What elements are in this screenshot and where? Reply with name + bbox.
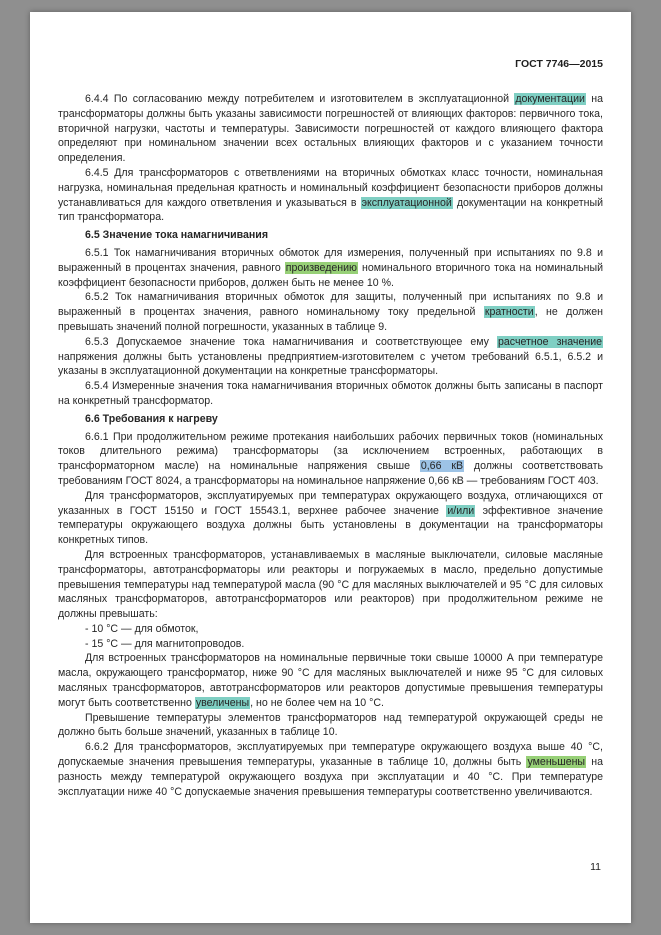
- list-item: - 10 °С — для обмоток,: [85, 622, 199, 635]
- paragraph: 6.4.4 По согласованию между потребителем и изготовителем в эксплуатационной документации на трансформаторы должны быть указаны зависимости погрешностей от влияющих факторов: первичного тока, вторичной нагрузки, частоты и температуры. Зависимости погрешностей от каждого влияющего фактора определяют при номинальном значении всех остальных влияющих факторов и с указанием точности определения.: [58, 93, 603, 165]
- document-page: [30, 12, 631, 923]
- highlight-mark: произведению: [285, 261, 357, 274]
- paragraph: 6.6.2 Для трансформаторов, эксплуатируемых при температуре окружающего воздуха выше 40 °С, допускаемые значения превышения температуры, указанные в таблице 10, должны быть уменьшены на разность между температурой окружающего воздуха при эксплуатации и 40 °С. При температуре эксплуатации ниже 40 °С допускаемые значения превышения температуры соответственно увеличиваются.: [58, 741, 603, 798]
- paragraph: 6.5.3 Допускаемое значение тока намагничивания и соответствующее ему расчетное значение напряжения должны быть установлены предприятием-изготовителем с учетом требований 6.5.1, 6.5.2 и указаны в эксплуатационной документации на конкретные трансформаторы.: [58, 335, 603, 378]
- paragraph: Для встроенных трансформаторов, устанавливаемых в масляные выключатели, силовые масляные трансформаторы, автотрансформаторы или реакторы и погружаемых в масло, предельно допустимые превышения температуры над температурой масла (90 °С для масляных выключателей и 95 °С для силовых масляных трансформаторов, автотрансформаторов или реакторов) при продолжительном режиме не должны превышать:: [58, 548, 603, 621]
- paragraph: Превышение температуры элементов трансформаторов над температурой окружающей среды не должно быть больше значений, указанных в таблице 10.: [58, 711, 603, 739]
- paragraph: 6.6.1 При продолжительном режиме протекания наибольших рабочих первичных токов (номинальных токов длительного режима) трансформаторы (за исключением встроенных, работающих в трансформаторном масле) на номинальные напряжения свыше 0,66 кВ должны соответствовать требованиям ГОСТ 8024, а трансформаторы на номинальное напряжение 0,66 кВ — требованиям ГОСТ 403.: [58, 430, 603, 487]
- list-item: - 15 °С — для магнитопроводов.: [85, 637, 245, 650]
- section-heading: 6.6 Требования к нагреву: [85, 412, 218, 425]
- highlight-mark: 0,66 кВ: [420, 460, 464, 473]
- paragraph: 6.5.1 Ток намагничивания вторичных обмоток для измерения, полученный при испытаниях по 9.8 и выраженный в процентах значения, равного произведению номинального вторичного тока на номинальный коэффициент безопасности приборов, должен быть не менее 10 %.: [58, 246, 603, 289]
- paragraph: 6.5.2 Ток намагничивания вторичных обмоток для защиты, полученный при испытаниях по 9.8 и выраженный в процентах значения, равного номинальному току предельной кратности, не должен превышать значений полной погрешности, указанных в таблице 9.: [58, 291, 603, 333]
- section-heading: 6.5 Значение тока намагничивания: [85, 229, 269, 242]
- page-number: 11: [590, 861, 601, 873]
- highlight-mark: уменьшены: [527, 756, 586, 769]
- highlight-mark: увеличены: [195, 696, 250, 709]
- highlight-mark: расчетное значение: [498, 335, 603, 348]
- paragraph: Для встроенных трансформаторов на номинальные первичные токи свыше 10000 А при температуре масла, окружающего трансформатор, ниже 90 °С для масляных выключателей и ниже 95 °С для силовых масляных трансформаторов, автотрансформаторов или реакторов допустимые превышения температуры могут быть соответственно увеличены, но не более чем на 10 °С.: [58, 652, 603, 709]
- paragraph: 6.4.5 Для трансформаторов с ответвлениями на вторичных обмотках класс точности, номинальная нагрузка, номинальная предельная кратность и номинальный коэффициент безопасности приборов должны устанавливаться для каждого ответвления и указываться в эксплуатационной документации на конкретный тип трансформатора.: [58, 166, 603, 224]
- document-body: [58, 92, 603, 799]
- highlight-mark: кратности: [484, 306, 534, 319]
- paragraph: Для трансформаторов, эксплуатируемых при температурах окружающего воздуха, отличающихся от указанных в ГОСТ 15150 и ГОСТ 15543.1, верхнее рабочее значение и/или эффективное значение температуры окружающего воздуха должны быть установлены в документации на трансформаторы конкретных типов.: [58, 489, 603, 547]
- paragraph: 6.5.4 Измеренные значения тока намагничивания вторичных обмоток должны быть записаны в паспорт на конкретный трансформатор.: [58, 380, 603, 407]
- highlight-mark: документации: [515, 93, 585, 105]
- highlight-mark: эксплуатационной: [361, 196, 452, 209]
- highlight-mark: и/или: [447, 504, 475, 517]
- document-code: ГОСТ 7746—2015: [515, 58, 603, 70]
